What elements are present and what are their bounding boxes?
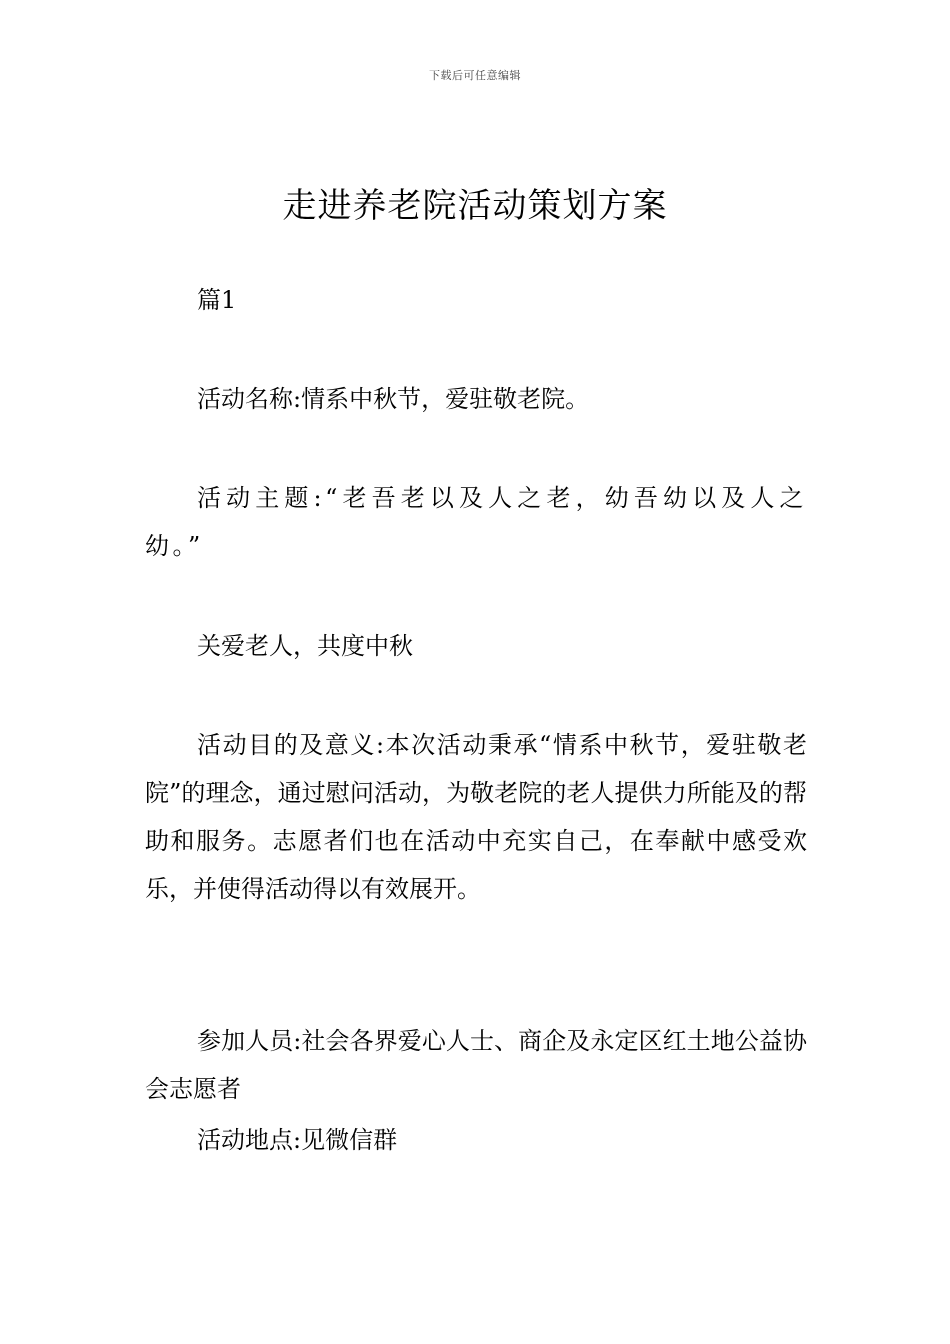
activity-subtheme-paragraph: 关爱老人，共度中秋 xyxy=(197,632,413,660)
activity-name-paragraph: 活动名称:情系中秋节，爱驻敬老院。 xyxy=(197,385,590,413)
activity-purpose-paragraph: 活动目的及意义:本次活动秉承“情系中秋节，爱驻敬老院”的理念，通过慰问活动，为敬老院的老人提供力所能及的帮助和服务。志愿者们也在活动中充实自己，在奉献中感受欢乐，并使得活动得以有效展开。 xyxy=(145,731,807,903)
document-title: 走进养老院活动策划方案 xyxy=(282,186,668,226)
activity-theme-paragraph: 活动主题:“老吾老以及人之老，幼吾幼以及人之幼。” xyxy=(145,484,807,560)
header-note: 下载后可任意编辑 xyxy=(429,69,521,82)
activity-location-paragraph: 活动地点:见微信群 xyxy=(197,1126,398,1154)
section-label: 篇1 xyxy=(197,286,237,314)
participants-paragraph: 参加人员:社会各界爱心人士、商企及永定区红土地公益协会志愿者 xyxy=(145,1027,807,1103)
